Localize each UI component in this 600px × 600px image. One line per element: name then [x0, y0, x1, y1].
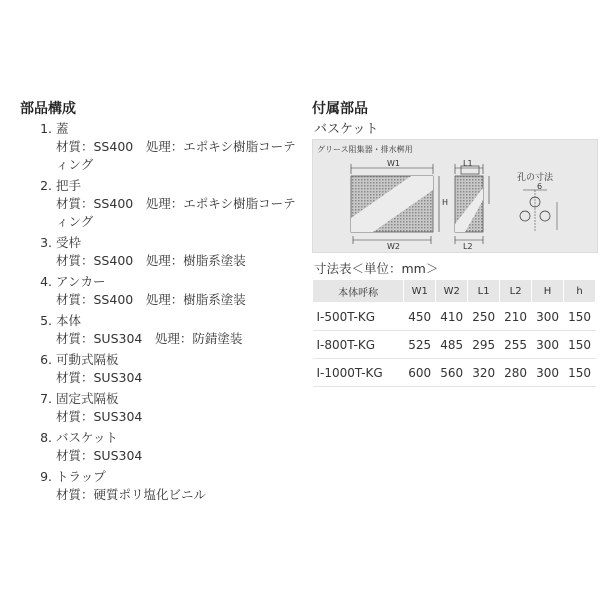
part-material: 材質：SS400 処理：エポキシ樹脂コーティング — [56, 139, 296, 172]
part-name: 本体 — [56, 313, 82, 328]
dimension-cell: 525 — [404, 331, 436, 359]
table-row — [313, 359, 596, 387]
basket-drawing — [313, 140, 597, 252]
diagram-caption: グリース阻集器・排水桝用 — [317, 145, 413, 154]
dimension-cell: 600 — [404, 359, 436, 387]
dimension-cell: 210 — [500, 303, 532, 331]
table-body — [313, 303, 596, 387]
part-number: 2. — [40, 178, 52, 193]
parts-list-item — [20, 468, 300, 504]
table-header-cell: H — [532, 280, 564, 303]
part-name: 蓋 — [56, 121, 69, 136]
dimension-cell: 150 — [564, 303, 596, 331]
dim-l1-label: L1 — [463, 159, 473, 168]
dimension-cell: 485 — [436, 331, 468, 359]
part-material: 材質：SUS304 — [56, 409, 143, 424]
parts-list-item — [20, 177, 300, 231]
part-number: 1. — [40, 121, 52, 136]
part-number: 5. — [40, 313, 52, 328]
parts-list-item — [20, 273, 300, 309]
dim-w2-label: W2 — [387, 242, 400, 251]
dimension-cell: 150 — [564, 331, 596, 359]
parts-composition-section — [20, 98, 300, 507]
part-material: 材質：硬質ポリ塩化ビニル — [56, 487, 207, 502]
dim-l2-label: L2 — [463, 242, 473, 251]
dimension-cell: 255 — [500, 331, 532, 359]
part-number: 9. — [40, 469, 52, 484]
part-name: アンカー — [56, 274, 106, 289]
hole-circle — [520, 211, 530, 221]
model-name-cell: I-1000T-KG — [313, 359, 404, 387]
part-material: 材質：SUS304 処理：防錆塗装 — [56, 331, 243, 346]
dimension-cell: 300 — [532, 359, 564, 387]
part-name: 把手 — [56, 178, 82, 193]
part-material: 材質：SUS304 — [56, 448, 143, 463]
part-material: 材質：SS400 処理：樹脂系塗装 — [56, 253, 246, 268]
hole-circle — [540, 211, 550, 221]
parts-list-item — [20, 351, 300, 387]
hole-size-value: 6 — [537, 182, 543, 191]
dimension-cell: 280 — [500, 359, 532, 387]
dimension-table — [312, 279, 596, 387]
dimension-cell: 150 — [564, 359, 596, 387]
part-material: 材質：SS400 処理：エポキシ樹脂コーティング — [56, 196, 296, 229]
parts-list-item — [20, 429, 300, 465]
table-header-cell: h — [564, 280, 596, 303]
part-name: 可動式隔板 — [56, 352, 119, 367]
part-material: 材質：SS400 処理：樹脂系塗装 — [56, 292, 246, 307]
part-number: 3. — [40, 235, 52, 250]
part-number: 6. — [40, 352, 52, 367]
part-material: 材質：SUS304 — [56, 370, 143, 385]
accessories-heading: 付属部品 — [312, 101, 368, 117]
basket-subheading: バスケット — [314, 122, 379, 137]
dimension-cell: 320 — [468, 359, 500, 387]
parts-list-item — [20, 234, 300, 270]
part-name: トラップ — [56, 469, 106, 484]
part-number: 4. — [40, 274, 52, 289]
part-name: 固定式隔板 — [56, 391, 119, 406]
table-header-cell: 本体呼称 — [313, 280, 404, 303]
units-label: 寸法表＜単位：mm＞ — [314, 261, 439, 276]
basket-diagram — [312, 139, 598, 253]
part-number: 7. — [40, 391, 52, 406]
parts-list-item — [20, 120, 300, 174]
dimension-cell: 410 — [436, 303, 468, 331]
table-header-cell: W1 — [404, 280, 436, 303]
part-name: バスケット — [56, 430, 118, 445]
table-header-cell: W2 — [436, 280, 468, 303]
part-name: 受枠 — [56, 235, 82, 250]
part-number: 8. — [40, 430, 52, 445]
parts-list — [20, 120, 300, 504]
dimension-cell: 300 — [532, 303, 564, 331]
parts-list-item — [20, 312, 300, 348]
accessories-section — [312, 98, 597, 387]
table-header-cell: L2 — [500, 280, 532, 303]
dim-h-upper-label: H — [442, 198, 449, 207]
parts-composition-heading: 部品構成 — [20, 101, 76, 117]
model-name-cell: I-500T-KG — [313, 303, 404, 331]
dimension-cell: 300 — [532, 331, 564, 359]
dimension-cell: 560 — [436, 359, 468, 387]
dimension-cell: 250 — [468, 303, 500, 331]
table-header-row — [313, 280, 596, 303]
dim-w1-label: W1 — [387, 159, 400, 168]
dimension-cell: 295 — [468, 331, 500, 359]
table-header-cell: L1 — [468, 280, 500, 303]
dimension-cell: 450 — [404, 303, 436, 331]
parts-list-item — [20, 390, 300, 426]
table-row — [313, 331, 596, 359]
hole-size-title: 孔の寸法 — [517, 173, 554, 183]
model-name-cell: I-800T-KG — [313, 331, 404, 359]
table-row — [313, 303, 596, 331]
